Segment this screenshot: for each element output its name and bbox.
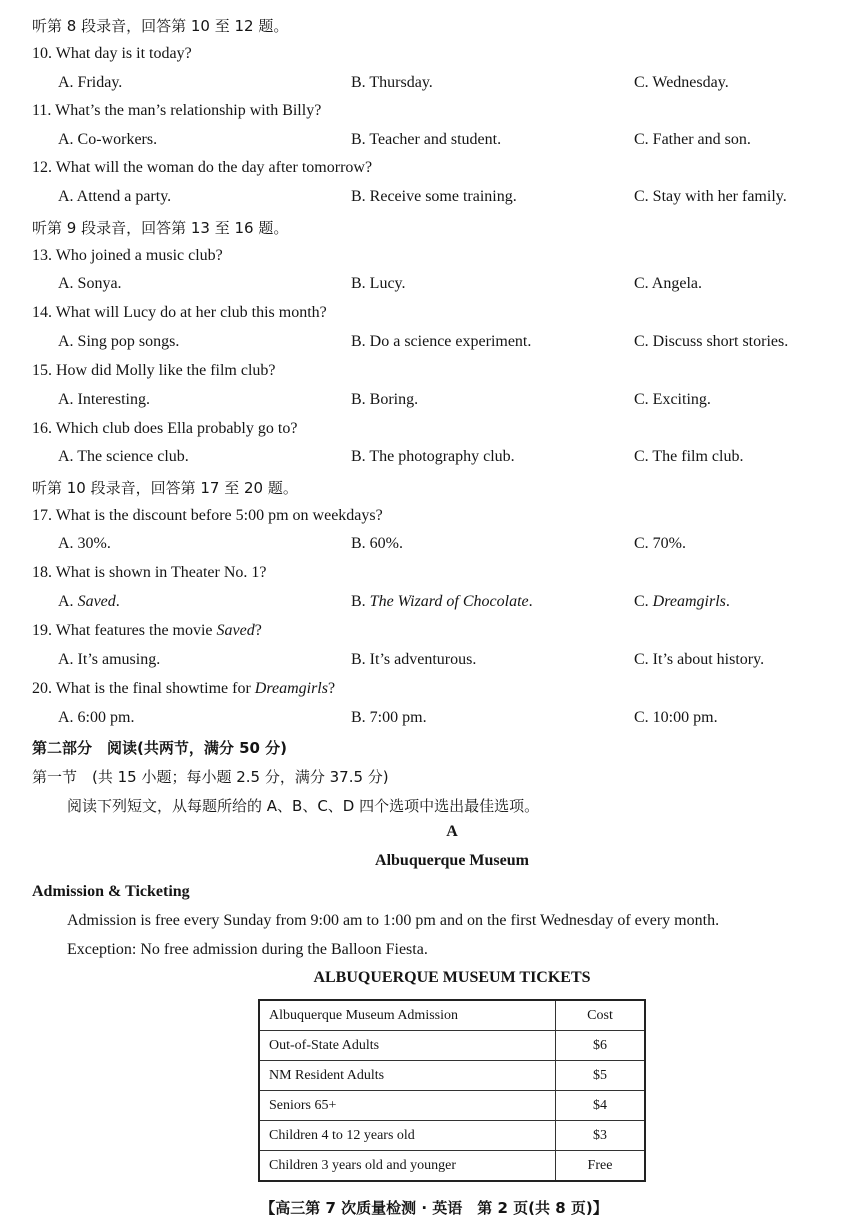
question-stem: 14. What will Lucy do at her club this month? bbox=[32, 304, 327, 321]
section-instruction-10: 听第 10 段录音，回答第 17 至 20 题。 bbox=[32, 479, 298, 497]
ticket-cost: Free bbox=[556, 1151, 646, 1182]
question-stem: 15. How did Molly like the film club? bbox=[32, 362, 276, 379]
ticket-cost: $4 bbox=[556, 1091, 646, 1121]
passage-title: Albuquerque Museum bbox=[375, 852, 529, 869]
table-row bbox=[259, 1061, 645, 1091]
table-header-cost: Cost bbox=[556, 1000, 646, 1031]
option-b: B. The Wizard of Chocolate. bbox=[351, 593, 533, 610]
section-instruction-8: 听第 8 段录音，回答第 10 至 12 题。 bbox=[32, 17, 289, 35]
passage-subheading: Admission & Ticketing bbox=[32, 883, 190, 900]
option-c: C. Father and son. bbox=[634, 131, 751, 148]
option-b: B. 60%. bbox=[351, 535, 403, 552]
option-c: C. Angela. bbox=[634, 275, 702, 292]
part-heading: 第二部分 阅读(共两节，满分 50 分) bbox=[32, 739, 288, 757]
option-a: A. Attend a party. bbox=[58, 188, 172, 205]
option-prefix: A. bbox=[58, 593, 78, 610]
option-a: A. The science club. bbox=[58, 448, 189, 465]
table-title: ALBUQUERQUE MUSEUM TICKETS bbox=[313, 969, 591, 986]
option-a: A. Interesting. bbox=[58, 391, 150, 408]
option-b: B. Receive some training. bbox=[351, 188, 517, 205]
movie-title: The Wizard of Chocolate bbox=[369, 593, 529, 610]
table-row bbox=[259, 1121, 645, 1151]
option-a: A. Friday. bbox=[58, 74, 123, 91]
movie-title: Dreamgirls bbox=[652, 593, 726, 610]
ticket-cost: $3 bbox=[556, 1121, 646, 1151]
option-a: A. It’s amusing. bbox=[58, 651, 161, 668]
option-c: C. Dreamgirls. bbox=[634, 593, 730, 610]
movie-title: Saved bbox=[77, 593, 116, 610]
movie-title: Saved bbox=[216, 622, 255, 639]
ticket-type: Children 4 to 12 years old bbox=[259, 1121, 556, 1151]
tickets-table bbox=[258, 999, 646, 1182]
table-row bbox=[259, 1031, 645, 1061]
question-stem: 17. What is the discount before 5:00 pm on weekdays? bbox=[32, 507, 383, 524]
section-instruction-9: 听第 9 段录音，回答第 13 至 16 题。 bbox=[32, 219, 289, 237]
question-stem: 13. Who joined a music club? bbox=[32, 247, 223, 264]
option-b: B. Do a science experiment. bbox=[351, 333, 532, 350]
option-b: B. Lucy. bbox=[351, 275, 406, 292]
ticket-type: NM Resident Adults bbox=[259, 1061, 556, 1091]
option-a: A. Co-workers. bbox=[58, 131, 158, 148]
passage-paragraph: Admission is free every Sunday from 9:00 am to 1:00 pm and on the first Wednesday of every month. bbox=[67, 912, 720, 929]
ticket-cost: $5 bbox=[556, 1061, 646, 1091]
ticket-type: Seniors 65+ bbox=[259, 1091, 556, 1121]
table-header-row bbox=[259, 1000, 645, 1031]
table-header-item: Albuquerque Museum Admission bbox=[259, 1000, 556, 1031]
option-b: B. Teacher and student. bbox=[351, 131, 502, 148]
option-c: C. Wednesday. bbox=[634, 74, 729, 91]
option-c: C. 70%. bbox=[634, 535, 686, 552]
question-stem: 11. What’s the man’s relationship with Billy? bbox=[32, 102, 322, 119]
passage-letter: A bbox=[446, 823, 458, 840]
stem-text: 19. What features the movie bbox=[32, 622, 217, 639]
section-heading: 第一节 (共 15 小题；每小题 2.5 分，满分 37.5 分) bbox=[32, 768, 389, 786]
option-prefix: B. bbox=[351, 593, 370, 610]
question-stem: 18. What is shown in Theater No. 1? bbox=[32, 564, 267, 581]
ticket-cost: $6 bbox=[556, 1031, 646, 1061]
table-row bbox=[259, 1151, 645, 1182]
option-b: B. Thursday. bbox=[351, 74, 433, 91]
question-stem: 19. What features the movie Saved? bbox=[32, 622, 262, 639]
option-a: A. 30%. bbox=[58, 535, 111, 552]
movie-title: Dreamgirls bbox=[254, 680, 328, 697]
ticket-type: Out-of-State Adults bbox=[259, 1031, 556, 1061]
option-b: B. 7:00 pm. bbox=[351, 709, 427, 726]
reading-instruction: 阅读下列短文，从每题所给的 A、B、C、D 四个选项中选出最佳选项。 bbox=[67, 797, 540, 815]
question-stem: 12. What will the woman do the day after tomorrow? bbox=[32, 159, 373, 176]
option-prefix: C. bbox=[634, 593, 653, 610]
option-b: B. The photography club. bbox=[351, 448, 515, 465]
page-footer: 【高三第 7 次质量检测 · 英语 第 2 页(共 8 页)】 bbox=[260, 1199, 608, 1217]
option-a: A. Sonya. bbox=[58, 275, 122, 292]
option-c: C. The film club. bbox=[634, 448, 744, 465]
question-stem: 20. What is the final showtime for Dreamgirls? bbox=[32, 680, 336, 697]
question-stem: 10. What day is it today? bbox=[32, 45, 192, 62]
stem-text: 20. What is the final showtime for bbox=[32, 680, 255, 697]
option-c: C. Exciting. bbox=[634, 391, 711, 408]
option-c: C. Discuss short stories. bbox=[634, 333, 789, 350]
option-a: A. Sing pop songs. bbox=[58, 333, 180, 350]
passage-paragraph: Exception: No free admission during the Balloon Fiesta. bbox=[67, 941, 428, 958]
table-row bbox=[259, 1091, 645, 1121]
option-a: A. Saved. bbox=[58, 593, 120, 610]
ticket-type: Children 3 years old and younger bbox=[259, 1151, 556, 1182]
option-b: B. It’s adventurous. bbox=[351, 651, 477, 668]
option-c: C. It’s about history. bbox=[634, 651, 765, 668]
option-c: C. Stay with her family. bbox=[634, 188, 787, 205]
option-b: B. Boring. bbox=[351, 391, 419, 408]
option-c: C. 10:00 pm. bbox=[634, 709, 718, 726]
option-a: A. 6:00 pm. bbox=[58, 709, 135, 726]
question-stem: 16. Which club does Ella probably go to? bbox=[32, 420, 298, 437]
